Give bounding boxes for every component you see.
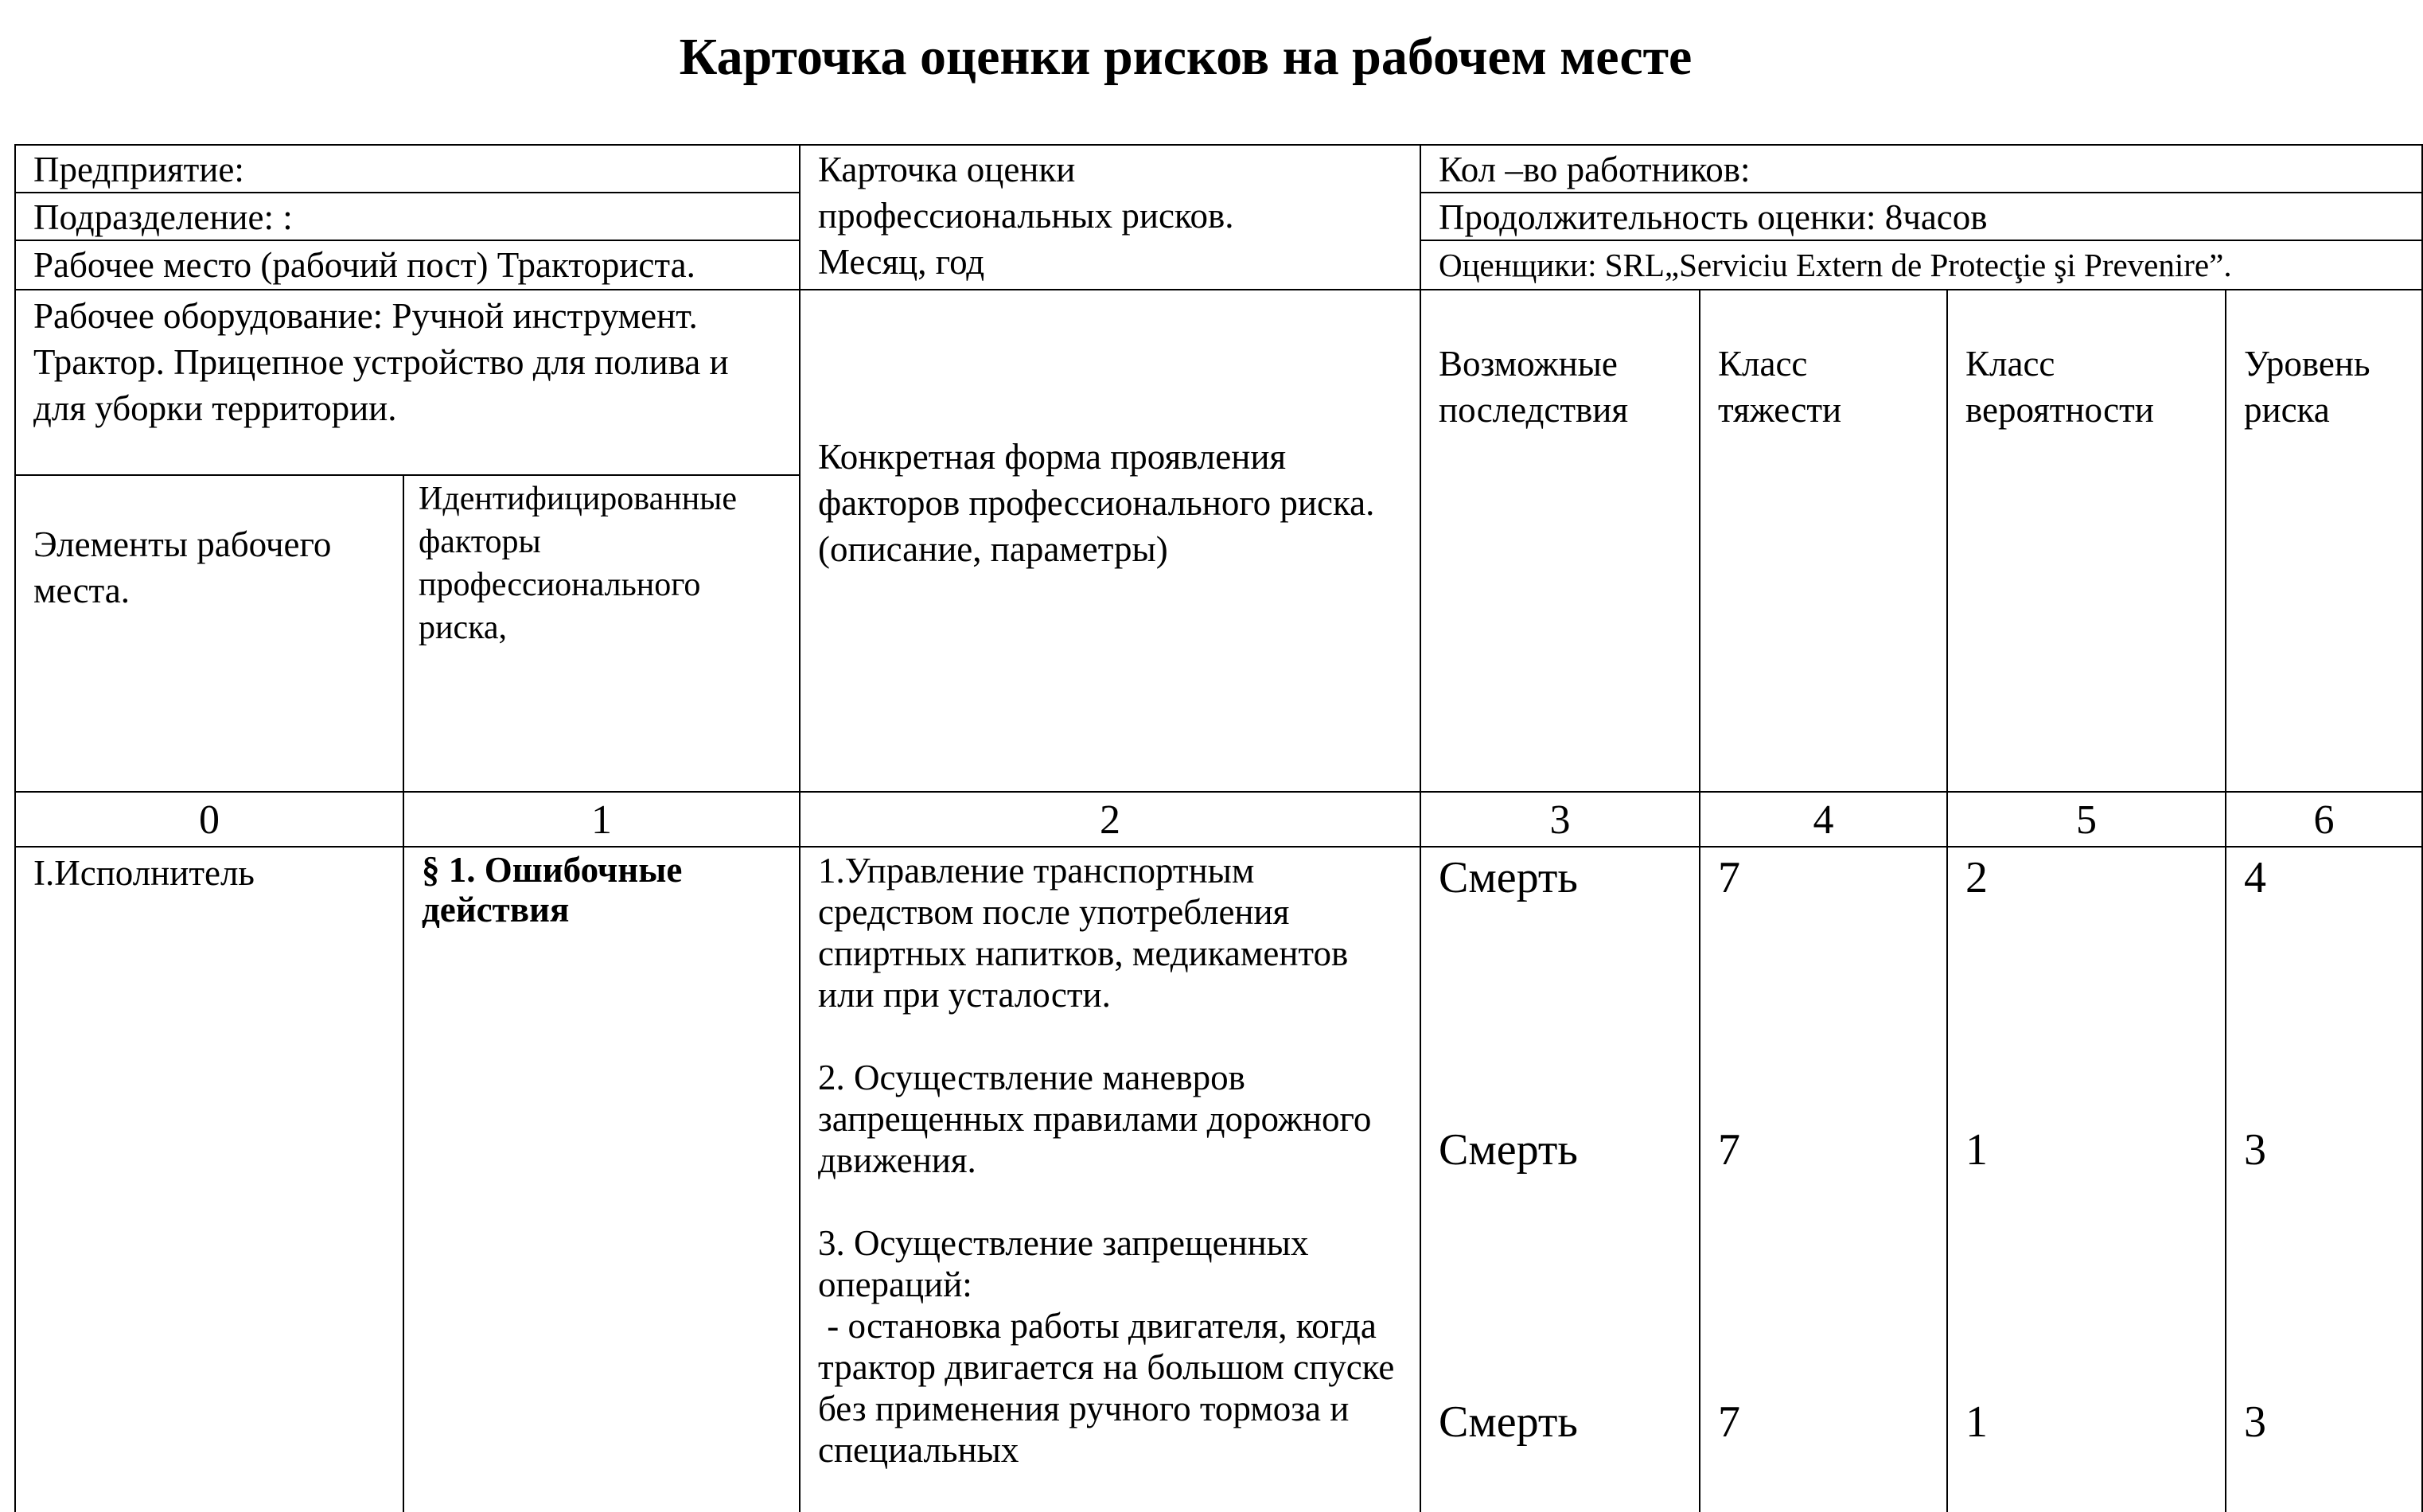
division-label: Подразделение: : <box>33 197 293 237</box>
column-header-factors: Идентифицированные факторы профессионального риска, <box>419 481 738 646</box>
grid-line <box>14 192 801 193</box>
card-title <box>801 146 1420 289</box>
risk-level-value: 3 <box>2244 1397 2266 1447</box>
row-element: I.Исполнитель <box>33 853 255 893</box>
column-number: 4 <box>1813 797 1834 843</box>
grid-line <box>1421 192 2423 193</box>
workers-count-label: Кол –во работников: <box>1439 150 1751 189</box>
card-title-line: Месяц, год <box>818 242 985 282</box>
assessors-label: Оценщики: SRL„Serviciu Extern de Protecţie şi Prevenire”. <box>1439 247 2232 283</box>
assessment-duration-label: Продолжительность оценки: 8часов <box>1439 197 1988 237</box>
column-number: 0 <box>199 797 220 843</box>
column-header-consequences: Возможные последствия <box>1439 344 1629 430</box>
page-title: Карточка оценки рисков на рабочем месте <box>679 28 1693 86</box>
card-title-line: профессиональных рисков. <box>818 196 1234 236</box>
risk-description: 2. Осуществление маневров запрещенных правилами дорожного движения. <box>818 1058 1381 1180</box>
column-number: 2 <box>1100 797 1120 843</box>
grid-line <box>14 144 2423 146</box>
severity-value: 7 <box>1718 853 1740 902</box>
row-descriptions <box>801 850 1420 1512</box>
severity-value: 7 <box>1718 1397 1740 1447</box>
risk-level-value: 3 <box>2244 1125 2266 1175</box>
probability-value: 2 <box>1965 853 1988 902</box>
grid-line <box>14 474 801 476</box>
column-header-elements: Элементы рабочего места. <box>33 524 332 610</box>
risk-level-value: 4 <box>2244 853 2266 902</box>
column-number: 5 <box>2076 797 2097 843</box>
column-number: 1 <box>591 797 612 843</box>
column-header-probability: Класс вероятности <box>1965 344 2154 430</box>
row-factor: § 1. Ошибочные действия <box>422 850 683 929</box>
probability-value: 1 <box>1965 1125 1988 1175</box>
grid-line <box>14 289 2423 290</box>
column-header-risk-level: Уровень риска <box>2244 344 2370 430</box>
column-number: 6 <box>2313 797 2335 843</box>
severity-value: 7 <box>1718 1125 1740 1175</box>
probability-value: 1 <box>1965 1397 1988 1447</box>
column-header-description: Конкретная форма проявления факторов профессионального риска. (описание, параметры) <box>818 437 1375 569</box>
equipment-label: Рабочее оборудование: Ручной инструмент. Трактор. Прицепное устройство для полива и для уборки территории. <box>33 296 729 428</box>
consequence-value: Смерть <box>1439 1125 1578 1175</box>
card-title-line: Карточка оценки <box>818 150 1076 189</box>
grid-line <box>14 846 2423 848</box>
column-number: 3 <box>1549 797 1571 843</box>
risk-description: 3. Осуществление запрещенных операций: - остановка работы двигателя, когда трактор двигается на большом спуске без применения ручного тормоза и специальных <box>818 1223 1395 1470</box>
column-header-severity: Класс тяжести <box>1718 344 1842 430</box>
workplace-label: Рабочее место (рабочий пост) Тракториста. <box>33 245 695 285</box>
consequence-value: Смерть <box>1439 1397 1578 1447</box>
risk-description: 1.Управление транспортным средством после употребления спиртных напитков, медикаментов или при усталости. <box>818 851 1358 1015</box>
grid-line <box>1421 240 2423 241</box>
grid-line <box>14 240 801 241</box>
consequence-value: Смерть <box>1439 853 1578 902</box>
enterprise-label: Предприятие: <box>33 150 244 189</box>
